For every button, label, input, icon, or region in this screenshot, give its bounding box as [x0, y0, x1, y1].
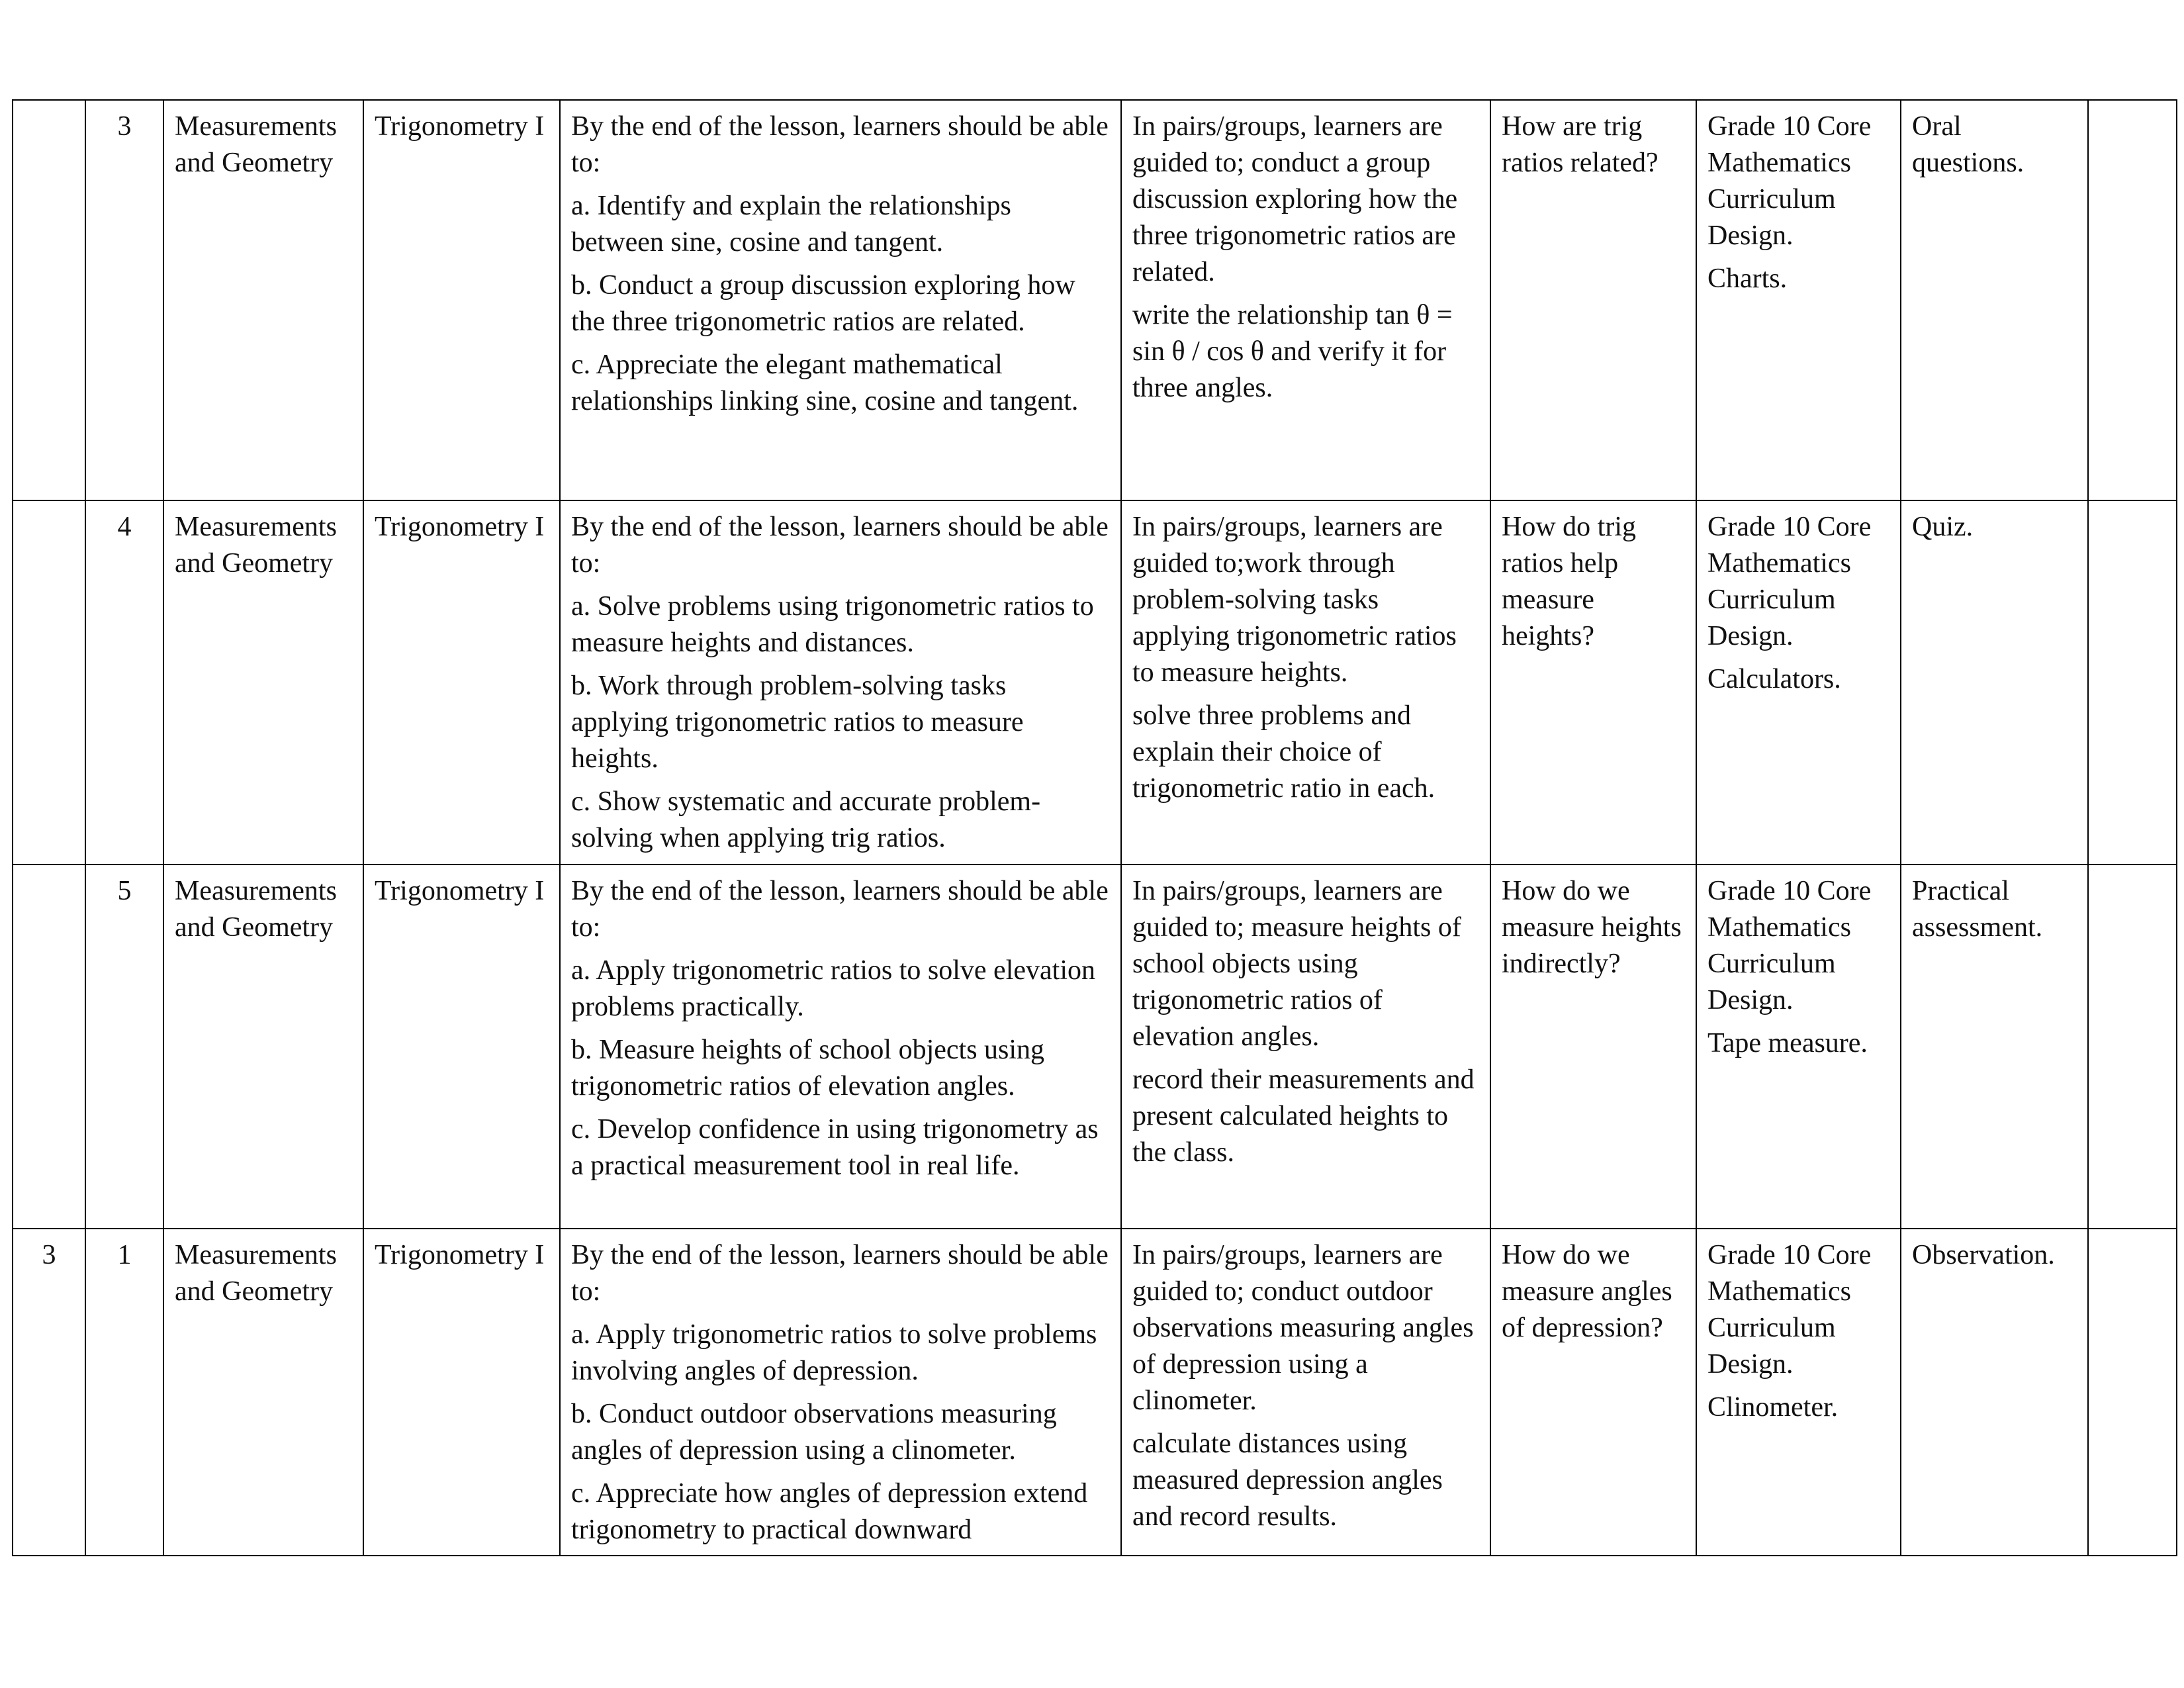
week-cell: 3	[13, 1229, 85, 1556]
table-row	[13, 500, 2177, 865]
lesson-cell: 3	[85, 100, 163, 500]
table-row	[13, 865, 2177, 1229]
experience-item: In pairs/groups, learners are guided to; measure heights of school objects using trigonometric ratios of elevation angles.	[1132, 876, 1461, 1052]
table-row	[13, 100, 2177, 500]
resources-cell	[1696, 500, 1901, 865]
experience-item: In pairs/groups, learners are guided to;work through problem-solving tasks applying trigonometric ratios to measure heights.	[1132, 512, 1457, 688]
week-cell	[13, 865, 85, 1229]
resource-item: Clinometer.	[1707, 1392, 1839, 1423]
resources-cell	[1696, 865, 1901, 1229]
week-cell	[13, 100, 85, 500]
learning-experiences-cell	[1121, 865, 1490, 1229]
resources-cell	[1696, 1229, 1901, 1556]
outcome-item: c. Appreciate how angles of depression extend trigonometry to practical downward	[571, 1478, 1088, 1545]
resources-cell	[1696, 100, 1901, 500]
experience-item: calculate distances using measured depression angles and record results.	[1132, 1429, 1443, 1532]
outcomes-intro: By the end of the lesson, learners should be able to:	[571, 111, 1109, 178]
resource-item: Tape measure.	[1707, 1028, 1868, 1058]
strand-cell: Measurements and Geometry	[163, 500, 363, 865]
outcome-item: a. Apply trigonometric ratios to solve elevation problems practically.	[571, 955, 1095, 1022]
learning-outcomes-cell	[560, 100, 1121, 500]
outcome-item: c. Show systematic and accurate problem-solving when applying trig ratios.	[571, 786, 1041, 853]
outcome-item: b. Measure heights of school objects using trigonometric ratios of elevation angles.	[571, 1035, 1045, 1102]
sub-strand-cell: Trigonometry I	[363, 100, 560, 500]
lesson-cell: 5	[85, 865, 163, 1229]
outcome-item: b. Work through problem-solving tasks applying trigonometric ratios to measure heights.	[571, 671, 1024, 774]
outcome-item: c. Appreciate the elegant mathematical relationships linking sine, cosine and tangent.	[571, 350, 1079, 416]
sub-strand-cell: Trigonometry I	[363, 1229, 560, 1556]
remarks-cell	[2088, 865, 2177, 1229]
outcome-item: a. Identify and explain the relationships between sine, cosine and tangent.	[571, 191, 1011, 258]
key-inquiry-question-cell: How are trig ratios related?	[1490, 100, 1696, 500]
remarks-cell	[2088, 1229, 2177, 1556]
learning-experiences-cell	[1121, 500, 1490, 865]
table-row	[13, 1229, 2177, 1556]
assessment-cell: Oral questions.	[1901, 100, 2088, 500]
resource-item: Grade 10 Core Mathematics Curriculum Design.	[1707, 1240, 1872, 1380]
assessment-cell: Practical assessment.	[1901, 865, 2088, 1229]
learning-experiences-cell	[1121, 100, 1490, 500]
strand-cell: Measurements and Geometry	[163, 865, 363, 1229]
resource-item: Calculators.	[1707, 664, 1841, 694]
outcome-item: c. Develop confidence in using trigonometry as a practical measurement tool in real life.	[571, 1114, 1099, 1181]
scheme-of-work-table	[12, 99, 2177, 1556]
sub-strand-cell: Trigonometry I	[363, 500, 560, 865]
outcome-item: b. Conduct a group discussion exploring how the three trigonometric ratios are related.	[571, 270, 1075, 337]
remarks-cell	[2088, 500, 2177, 865]
resource-item: Grade 10 Core Mathematics Curriculum Design.	[1707, 512, 1872, 651]
strand-cell: Measurements and Geometry	[163, 1229, 363, 1556]
learning-outcomes-cell	[560, 865, 1121, 1229]
week-cell	[13, 500, 85, 865]
learning-outcomes-cell	[560, 500, 1121, 865]
lesson-cell: 1	[85, 1229, 163, 1556]
key-inquiry-question-cell: How do we measure angles of depression?	[1490, 1229, 1696, 1556]
experience-item: solve three problems and explain their choice of trigonometric ratio in each.	[1132, 700, 1435, 804]
outcome-item: b. Conduct outdoor observations measuring angles of depression using a clinometer.	[571, 1399, 1057, 1466]
key-inquiry-question-cell: How do we measure heights indirectly?	[1490, 865, 1696, 1229]
resource-item: Grade 10 Core Mathematics Curriculum Design.	[1707, 876, 1872, 1015]
assessment-cell: Quiz.	[1901, 500, 2088, 865]
outcomes-intro: By the end of the lesson, learners should be able to:	[571, 876, 1109, 943]
strand-cell: Measurements and Geometry	[163, 100, 363, 500]
sub-strand-cell: Trigonometry I	[363, 865, 560, 1229]
lesson-cell: 4	[85, 500, 163, 865]
resource-item: Grade 10 Core Mathematics Curriculum Design.	[1707, 111, 1872, 251]
experience-item: In pairs/groups, learners are guided to; conduct outdoor observations measuring angles of depression using a clinometer.	[1132, 1240, 1474, 1416]
experience-item: In pairs/groups, learners are guided to; conduct a group discussion exploring how the three trigonometric ratios are related.	[1132, 111, 1458, 287]
outcomes-intro: By the end of the lesson, learners should be able to:	[571, 1240, 1109, 1307]
outcome-item: a. Solve problems using trigonometric ratios to measure heights and distances.	[571, 591, 1094, 658]
key-inquiry-question-cell: How do trig ratios help measure heights?	[1490, 500, 1696, 865]
experience-item: record their measurements and present calculated heights to the class.	[1132, 1064, 1475, 1168]
resource-item: Charts.	[1707, 263, 1788, 294]
learning-experiences-cell	[1121, 1229, 1490, 1556]
assessment-cell: Observation.	[1901, 1229, 2088, 1556]
outcomes-intro: By the end of the lesson, learners should be able to:	[571, 512, 1109, 579]
learning-outcomes-cell	[560, 1229, 1121, 1556]
remarks-cell	[2088, 100, 2177, 500]
outcome-item: a. Apply trigonometric ratios to solve problems involving angles of depression.	[571, 1319, 1097, 1386]
experience-item: write the relationship tan θ = sin θ / cos θ and verify it for three angles.	[1132, 300, 1453, 403]
